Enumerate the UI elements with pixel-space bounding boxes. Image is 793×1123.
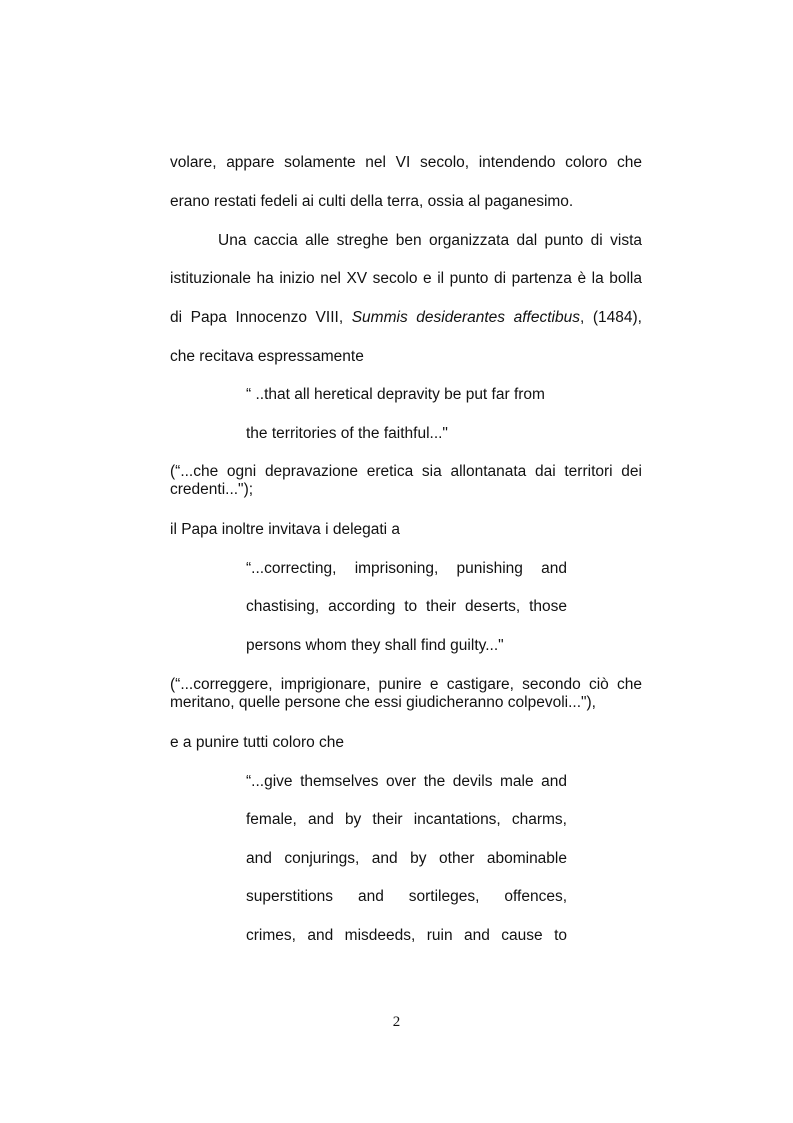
paragraph-line: Una caccia alle streghe ben organizzata dal punto di vista [218, 232, 642, 249]
paragraph-line: e a punire tutti coloro che [170, 734, 345, 751]
quote-line: and conjurings, and by other abominable [246, 850, 567, 867]
quote-line: “...correcting, imprisoning, punishing and [246, 560, 567, 577]
quote-line: crimes, and misdeeds, ruin and cause to [246, 927, 567, 944]
paragraph-line: meritano, quelle persone che essi giudicheranno colpevoli..."), [170, 694, 596, 711]
paragraph-line: che recitava espressamente [170, 348, 364, 365]
text-segment: di Papa Innocenzo VIII, [170, 309, 352, 326]
quote-line: female, and by their incantations, charms, [246, 811, 567, 828]
quote-line: the territories of the faithful..." [246, 425, 448, 442]
quote-line: persons whom they shall find guilty..." [246, 637, 504, 654]
paragraph-line: (“...che ogni depravazione eretica sia allontanata dai territori dei [170, 463, 642, 480]
translation-paragraph [170, 676, 642, 712]
paragraph-line: credenti..."); [170, 481, 254, 498]
paragraph-line: erano restati fedeli ai culti della terra, ossia al paganesimo. [170, 193, 574, 210]
quote-line: “...give themselves over the devils male and [246, 773, 567, 790]
text-segment: , (1484), [579, 309, 642, 326]
paragraph-line: volare, appare solamente nel VI secolo, intendendo coloro che [170, 154, 642, 171]
paragraph-line: istituzionale ha inizio nel XV secolo e il punto di partenza è la bolla [170, 270, 642, 287]
paragraph-line: il Papa inoltre invitava i delegati a [170, 521, 401, 538]
translation-paragraph [170, 463, 642, 499]
quote-line: “ ..that all heretical depravity be put far from [246, 386, 545, 403]
paragraph-line: (“...correggere, imprigionare, punire e castigare, secondo ciò che [170, 676, 642, 693]
paragraph-line [170, 309, 642, 327]
quote-line: chastising, according to their deserts, those [246, 598, 567, 615]
page-number: 2 [392, 1014, 401, 1030]
bull-title: Summis desiderantes affectibus [351, 309, 580, 326]
quote-line: superstitions and sortileges, offences, [246, 888, 567, 905]
